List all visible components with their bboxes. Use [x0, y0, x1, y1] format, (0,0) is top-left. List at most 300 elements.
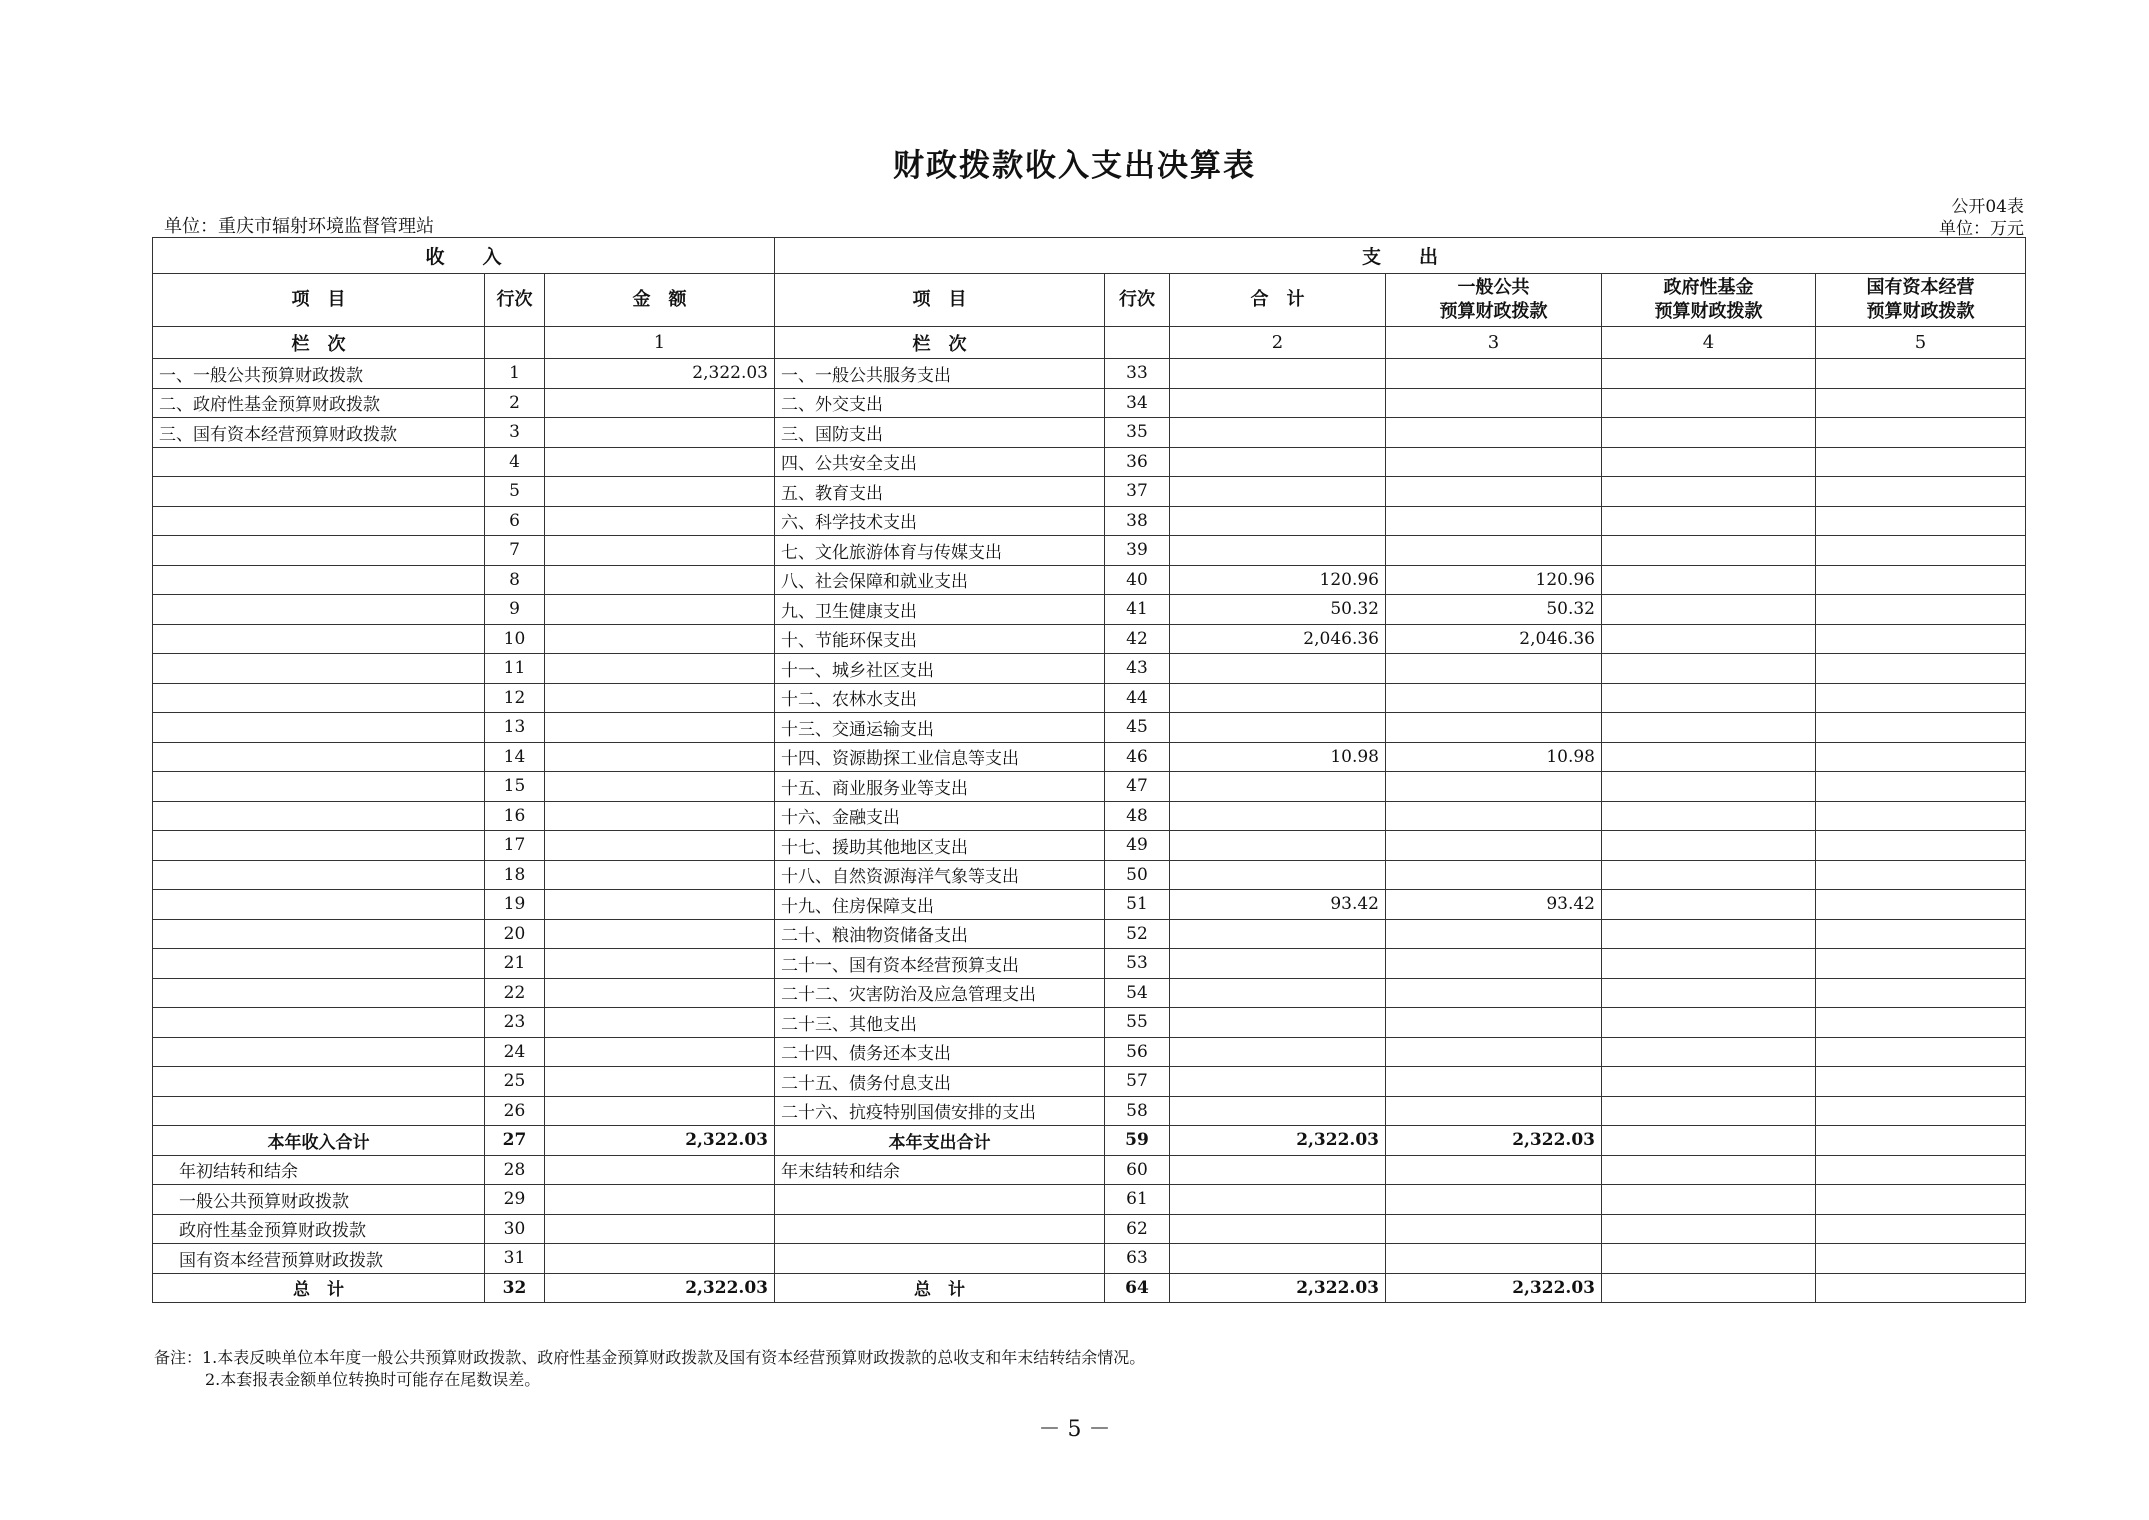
expense-total [1170, 713, 1386, 743]
general-budget-amount: 50.32 [1386, 595, 1602, 625]
income-item [153, 831, 485, 861]
state-capital-amount [1816, 536, 2026, 566]
expense-line-header: 行次 [1105, 274, 1170, 327]
income-line-no: 29 [485, 1185, 545, 1215]
income-line-no: 20 [485, 919, 545, 949]
expense-total-header: 合 计 [1170, 274, 1386, 327]
expense-total: 2,046.36 [1170, 624, 1386, 654]
expense-item: 二十、粮油物资储备支出 [775, 919, 1105, 949]
general-budget-amount: 10.98 [1386, 742, 1602, 772]
expense-item: 二十五、债务付息支出 [775, 1067, 1105, 1097]
gov-fund-amount [1602, 1067, 1816, 1097]
column-label: 栏 次 [775, 327, 1105, 359]
income-amount [545, 1037, 775, 1067]
gov-fund-amount [1602, 1126, 1816, 1156]
income-amount [545, 919, 775, 949]
income-line-no: 5 [485, 477, 545, 507]
income-line-header: 行次 [485, 274, 545, 327]
income-item [153, 624, 485, 654]
income-amount [545, 1096, 775, 1126]
expense-total [1170, 978, 1386, 1008]
expense-line-no: 48 [1105, 801, 1170, 831]
table-row [153, 1008, 2026, 1038]
income-amount [545, 477, 775, 507]
gov-fund-amount [1602, 1273, 1816, 1303]
table-row [153, 536, 2026, 566]
income-item [153, 683, 485, 713]
expense-item: 十九、住房保障支出 [775, 890, 1105, 920]
income-amount [545, 1008, 775, 1038]
income-amount [545, 388, 775, 418]
state-capital-amount [1816, 683, 2026, 713]
expense-item-header: 项 目 [775, 274, 1105, 327]
expense-item: 十三、交通运输支出 [775, 713, 1105, 743]
table-row [153, 713, 2026, 743]
appropriation-table [152, 237, 2026, 1303]
income-item [153, 978, 485, 1008]
expense-line-no: 50 [1105, 860, 1170, 890]
expense-item [775, 1244, 1105, 1274]
expense-item: 五、教育支出 [775, 477, 1105, 507]
income-item: 二、政府性基金预算财政拨款 [153, 388, 485, 418]
gov-fund-amount [1602, 949, 1816, 979]
income-line-no: 23 [485, 1008, 545, 1038]
state-capital-amount [1816, 1096, 2026, 1126]
income-line-no: 24 [485, 1037, 545, 1067]
income-item [153, 1096, 485, 1126]
expense-item: 八、社会保障和就业支出 [775, 565, 1105, 595]
form-code: 公开04表 [1951, 197, 2024, 217]
table-row [153, 1067, 2026, 1097]
expense-line-no: 52 [1105, 919, 1170, 949]
expense-line-no: 42 [1105, 624, 1170, 654]
expense-item: 本年支出合计 [775, 1126, 1105, 1156]
expense-line-no: 47 [1105, 772, 1170, 802]
state-capital-amount [1816, 624, 2026, 654]
income-item: 政府性基金预算财政拨款 [153, 1214, 485, 1244]
income-item: 国有资本经营预算财政拨款 [153, 1244, 485, 1274]
general-budget-amount: 93.42 [1386, 890, 1602, 920]
income-line-no: 1 [485, 359, 545, 389]
income-line-no: 9 [485, 595, 545, 625]
state-capital-amount [1816, 388, 2026, 418]
income-amount-header: 金 额 [545, 274, 775, 327]
general-budget-amount [1386, 506, 1602, 536]
income-line-no: 12 [485, 683, 545, 713]
income-line-no: 18 [485, 860, 545, 890]
expense-total [1170, 831, 1386, 861]
expense-total [1170, 1037, 1386, 1067]
state-capital-amount [1816, 1126, 2026, 1156]
state-capital-amount [1816, 506, 2026, 536]
expense-total [1170, 359, 1386, 389]
income-item: 一、一般公共预算财政拨款 [153, 359, 485, 389]
expense-item: 一、一般公共服务支出 [775, 359, 1105, 389]
income-item [153, 595, 485, 625]
gov-fund-amount [1602, 831, 1816, 861]
expense-item: 十七、援助其他地区支出 [775, 831, 1105, 861]
general-budget-amount [1386, 1067, 1602, 1097]
state-capital-amount [1816, 477, 2026, 507]
column-number-2: 2 [1170, 327, 1386, 359]
general-budget-amount [1386, 1037, 1602, 1067]
expense-total [1170, 801, 1386, 831]
state-capital-amount [1816, 1037, 2026, 1067]
income-line-no: 11 [485, 654, 545, 684]
general-budget-amount [1386, 978, 1602, 1008]
general-budget-amount [1386, 388, 1602, 418]
expense-line-no: 51 [1105, 890, 1170, 920]
general-budget-amount [1386, 919, 1602, 949]
expense-item: 三、国防支出 [775, 418, 1105, 448]
expense-line-no: 60 [1105, 1155, 1170, 1185]
general-budget-amount [1386, 1185, 1602, 1215]
expense-line-no: 38 [1105, 506, 1170, 536]
table-row [153, 978, 2026, 1008]
income-line-no: 21 [485, 949, 545, 979]
income-line-no: 25 [485, 1067, 545, 1097]
expense-line-no: 61 [1105, 1185, 1170, 1215]
table-row [153, 595, 2026, 625]
expense-item: 十四、资源勘探工业信息等支出 [775, 742, 1105, 772]
gov-fund-amount [1602, 1155, 1816, 1185]
income-line-no: 2 [485, 388, 545, 418]
expense-total: 10.98 [1170, 742, 1386, 772]
expense-item: 四、公共安全支出 [775, 447, 1105, 477]
income-item: 年初结转和结余 [153, 1155, 485, 1185]
expense-line-no: 40 [1105, 565, 1170, 595]
general-budget-amount [1386, 831, 1602, 861]
expense-total: 50.32 [1170, 595, 1386, 625]
state-capital-amount [1816, 1185, 2026, 1215]
expense-total [1170, 418, 1386, 448]
general-budget-amount [1386, 1008, 1602, 1038]
income-amount [545, 1244, 775, 1274]
table-row [153, 359, 2026, 389]
income-amount [545, 801, 775, 831]
state-capital-amount [1816, 359, 2026, 389]
income-item [153, 1067, 485, 1097]
income-amount [545, 742, 775, 772]
income-line-no: 14 [485, 742, 545, 772]
summary-row [153, 1273, 2026, 1303]
table-row [153, 388, 2026, 418]
note-line-2: 2.本套报表金额单位转换时可能存在尾数误差。 [205, 1370, 541, 1389]
state-capital-amount [1816, 831, 2026, 861]
income-item [153, 919, 485, 949]
column-label: 栏 次 [153, 327, 485, 359]
income-item [153, 536, 485, 566]
note-line-1: 备注：1.本表反映单位本年度一般公共预算财政拨款、政府性基金预算财政拨款及国有资本经营预算财政拨款的总收支和年末结转结余情况。 [154, 1348, 1146, 1367]
income-line-no: 19 [485, 890, 545, 920]
column-number-1: 1 [545, 327, 775, 359]
income-amount [545, 978, 775, 1008]
income-item: 本年收入合计 [153, 1126, 485, 1156]
expense-line-no: 64 [1105, 1273, 1170, 1303]
gov-fund-amount [1602, 1037, 1816, 1067]
income-line-no: 3 [485, 418, 545, 448]
income-amount [545, 1185, 775, 1215]
income-line-no: 13 [485, 713, 545, 743]
state-capital-amount [1816, 742, 2026, 772]
general-budget-amount: 120.96 [1386, 565, 1602, 595]
expense-item: 十六、金融支出 [775, 801, 1105, 831]
expense-total [1170, 772, 1386, 802]
expense-item [775, 1214, 1105, 1244]
gov-fund-amount [1602, 683, 1816, 713]
income-amount [545, 949, 775, 979]
income-item [153, 742, 485, 772]
income-item-header: 项 目 [153, 274, 485, 327]
gov-fund-amount [1602, 477, 1816, 507]
gov-fund-amount [1602, 772, 1816, 802]
general-budget-amount [1386, 801, 1602, 831]
income-amount: 2,322.03 [545, 1273, 775, 1303]
income-amount: 2,322.03 [545, 1126, 775, 1156]
column-number-3: 3 [1386, 327, 1602, 359]
expense-total: 120.96 [1170, 565, 1386, 595]
expense-line-no: 63 [1105, 1244, 1170, 1274]
state-capital-amount [1816, 595, 2026, 625]
unit-currency: 单位：万元 [1939, 219, 2024, 239]
gov-fund-amount [1602, 1096, 1816, 1126]
table-row [153, 624, 2026, 654]
income-amount [545, 418, 775, 448]
summary-row [153, 1126, 2026, 1156]
gov-fund-amount [1602, 801, 1816, 831]
gov-fund-header: 政府性基金 预算财政拨款 [1602, 274, 1816, 327]
expense-total: 2,322.03 [1170, 1273, 1386, 1303]
state-capital-amount [1816, 1244, 2026, 1274]
state-capital-amount [1816, 949, 2026, 979]
income-amount [545, 772, 775, 802]
table-row [153, 1214, 2026, 1244]
income-line-no: 7 [485, 536, 545, 566]
expense-line-no: 56 [1105, 1037, 1170, 1067]
gov-fund-amount [1602, 359, 1816, 389]
general-budget-amount [1386, 1096, 1602, 1126]
income-line-no: 31 [485, 1244, 545, 1274]
gov-fund-amount [1602, 447, 1816, 477]
expense-total [1170, 1008, 1386, 1038]
table-row [153, 831, 2026, 861]
income-line-no: 6 [485, 506, 545, 536]
expense-item: 二十四、债务还本支出 [775, 1037, 1105, 1067]
income-line-no: 16 [485, 801, 545, 831]
expense-total [1170, 949, 1386, 979]
gov-fund-amount [1602, 654, 1816, 684]
state-capital-amount [1816, 565, 2026, 595]
state-capital-amount [1816, 418, 2026, 448]
expense-line-no: 34 [1105, 388, 1170, 418]
expense-line-no: 54 [1105, 978, 1170, 1008]
income-amount [545, 624, 775, 654]
state-capital-amount [1816, 978, 2026, 1008]
income-line-no: 10 [485, 624, 545, 654]
table-row [153, 1155, 2026, 1185]
gov-fund-amount [1602, 978, 1816, 1008]
general-budget-amount [1386, 860, 1602, 890]
table-row [153, 742, 2026, 772]
expense-total: 2,322.03 [1170, 1126, 1386, 1156]
income-line-no: 30 [485, 1214, 545, 1244]
expense-item: 十、节能环保支出 [775, 624, 1105, 654]
income-amount [545, 565, 775, 595]
income-amount [545, 654, 775, 684]
income-amount: 2,322.03 [545, 359, 775, 389]
expense-total [1170, 1067, 1386, 1097]
income-header: 收 入 [153, 238, 775, 274]
income-line-no: 22 [485, 978, 545, 1008]
general-budget-amount [1386, 654, 1602, 684]
table-row [153, 772, 2026, 802]
table-row [153, 1096, 2026, 1126]
expense-total [1170, 654, 1386, 684]
expense-item: 十八、自然资源海洋气象等支出 [775, 860, 1105, 890]
general-budget-amount [1386, 418, 1602, 448]
general-budget-amount: 2,322.03 [1386, 1126, 1602, 1156]
expense-total: 93.42 [1170, 890, 1386, 920]
table-row [153, 654, 2026, 684]
income-line-no: 15 [485, 772, 545, 802]
general-budget-amount: 2,046.36 [1386, 624, 1602, 654]
income-line-no: 4 [485, 447, 545, 477]
income-line-no: 8 [485, 565, 545, 595]
gov-fund-amount [1602, 713, 1816, 743]
income-amount [545, 831, 775, 861]
state-capital-amount [1816, 447, 2026, 477]
page-title: 财政拨款收入支出决算表 [893, 148, 1256, 184]
income-amount [545, 713, 775, 743]
gov-fund-amount [1602, 742, 1816, 772]
expense-item: 九、卫生健康支出 [775, 595, 1105, 625]
expense-total [1170, 1214, 1386, 1244]
expense-total [1170, 536, 1386, 566]
income-item [153, 654, 485, 684]
expense-total [1170, 683, 1386, 713]
expense-total [1170, 506, 1386, 536]
income-item [153, 506, 485, 536]
expense-line-no: 41 [1105, 595, 1170, 625]
general-budget-amount [1386, 949, 1602, 979]
income-line-no: 27 [485, 1126, 545, 1156]
table-row [153, 1037, 2026, 1067]
expense-item [775, 1185, 1105, 1215]
table-row [153, 801, 2026, 831]
income-item [153, 860, 485, 890]
gov-fund-amount [1602, 624, 1816, 654]
state-capital-amount [1816, 1273, 2026, 1303]
income-amount [545, 1214, 775, 1244]
expense-total [1170, 1155, 1386, 1185]
expense-total [1170, 1244, 1386, 1274]
gov-fund-amount [1602, 1008, 1816, 1038]
general-budget-amount [1386, 536, 1602, 566]
state-capital-amount [1816, 890, 2026, 920]
income-amount [545, 683, 775, 713]
expense-line-no: 46 [1105, 742, 1170, 772]
column-number-5: 5 [1816, 327, 2026, 359]
general-budget-amount [1386, 683, 1602, 713]
expense-line-no: 55 [1105, 1008, 1170, 1038]
expense-item: 十一、城乡社区支出 [775, 654, 1105, 684]
table-row [153, 1244, 2026, 1274]
gov-fund-amount [1602, 919, 1816, 949]
expense-line-no: 62 [1105, 1214, 1170, 1244]
column-number-4: 4 [1602, 327, 1816, 359]
expense-item: 十二、农林水支出 [775, 683, 1105, 713]
expense-item: 二十二、灾害防治及应急管理支出 [775, 978, 1105, 1008]
income-item: 总 计 [153, 1273, 485, 1303]
table-row [153, 447, 2026, 477]
expense-item: 二十一、国有资本经营预算支出 [775, 949, 1105, 979]
expense-item: 二十六、抗疫特别国债安排的支出 [775, 1096, 1105, 1126]
income-amount [545, 595, 775, 625]
table-row [153, 565, 2026, 595]
expense-line-no: 36 [1105, 447, 1170, 477]
general-budget-amount [1386, 477, 1602, 507]
income-amount [545, 1155, 775, 1185]
income-item [153, 565, 485, 595]
general-budget-amount [1386, 1244, 1602, 1274]
table-row [153, 1185, 2026, 1215]
table-row [153, 418, 2026, 448]
expense-line-no: 53 [1105, 949, 1170, 979]
gov-fund-amount [1602, 860, 1816, 890]
unit-organization: 单位：重庆市辐射环境监督管理站 [164, 216, 434, 237]
expense-line-no: 33 [1105, 359, 1170, 389]
income-item [153, 1008, 485, 1038]
general-budget-amount [1386, 772, 1602, 802]
income-item [153, 477, 485, 507]
income-amount [545, 1067, 775, 1097]
income-amount [545, 447, 775, 477]
empty-cell [485, 327, 545, 359]
gov-fund-amount [1602, 1214, 1816, 1244]
general-budget-amount [1386, 713, 1602, 743]
general-budget-amount [1386, 447, 1602, 477]
expense-total [1170, 919, 1386, 949]
expense-total [1170, 388, 1386, 418]
income-line-no: 17 [485, 831, 545, 861]
expense-line-no: 59 [1105, 1126, 1170, 1156]
gov-fund-amount [1602, 1244, 1816, 1274]
table-row [153, 890, 2026, 920]
gov-fund-amount [1602, 1185, 1816, 1215]
expense-total [1170, 860, 1386, 890]
income-amount [545, 860, 775, 890]
gov-fund-amount [1602, 418, 1816, 448]
table-row [153, 860, 2026, 890]
expense-total [1170, 1185, 1386, 1215]
income-amount [545, 536, 775, 566]
state-capital-amount [1816, 860, 2026, 890]
empty-cell [1105, 327, 1170, 359]
state-capital-amount [1816, 1067, 2026, 1097]
expense-line-no: 37 [1105, 477, 1170, 507]
expense-item: 年末结转和结余 [775, 1155, 1105, 1185]
gov-fund-amount [1602, 506, 1816, 536]
income-item [153, 890, 485, 920]
state-capital-header: 国有资本经营 预算财政拨款 [1816, 274, 2026, 327]
income-item [153, 801, 485, 831]
general-budget-amount [1386, 1155, 1602, 1185]
expense-line-no: 45 [1105, 713, 1170, 743]
income-line-no: 28 [485, 1155, 545, 1185]
income-item [153, 713, 485, 743]
expense-header: 支 出 [775, 238, 2026, 274]
page-number: － 5 － [1038, 1417, 1111, 1442]
